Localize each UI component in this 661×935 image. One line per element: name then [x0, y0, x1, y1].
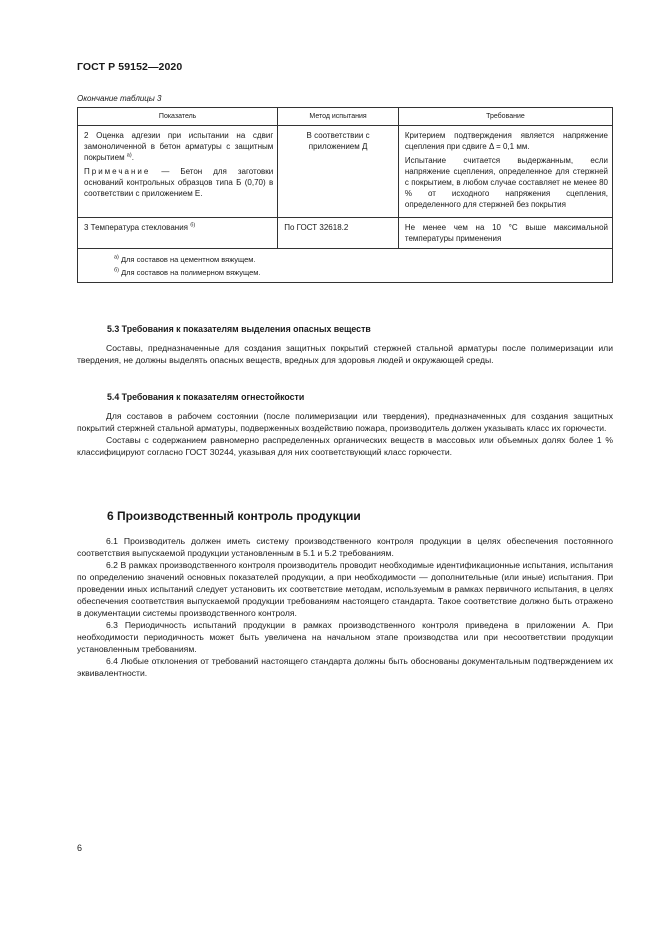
table-header-row	[78, 108, 613, 126]
indicator-text: 3 Температура стеклования	[84, 223, 188, 232]
column-header-requirement: Требование	[398, 108, 612, 126]
requirement-cell: Не менее чем на 10 °С выше максимальной температуры применения	[398, 218, 612, 249]
table-caption: Окончание таблицы 3	[77, 94, 162, 103]
column-header-method: Метод испытания	[278, 108, 399, 126]
footnote-ref: а)	[126, 152, 132, 159]
note-label: Примечание	[84, 167, 151, 176]
table-3	[77, 107, 613, 283]
paragraph-6: 6.1 Производитель должен иметь систему производственного контроля продукции в целях обеспечения постоянного соответствия выпускаемой продукции установленным в 5.1 и 5.2 требованиям. 6.2 В рамках производственного контроля производитель проводит необходимые идентификационные испытания, испытания по определению значений основных показателей продукции, а при необходимости — дополнительные (или иные) испытания. При проведении иных испытаний следует установить их соответствие методам, используемым в рамках первичного испытания, в целях обеспечения соответствия выпускаемой продукции требованиям настоящего стандарта. Такое соответствие должно быть отражено в документации системы производственного контроля. 6.3 Периодичность испытаний продукции в рамках производственного контроля приведена в приложении А. При необходимости периодичность может быть увеличена на начальном этапе производства или при несоответствии продукции установленным требованиям. 6.4 Любые отклонения от требований настоящего стандарта должны быть обоснованы документальным подтверждением их эквивалентности.	[77, 536, 613, 678]
footnote-ref: б)	[190, 222, 196, 229]
footnote: $^{б)}$ Для составов на полимерном вяжущем.	[114, 267, 261, 277]
section-title-5-3: 5.3 Требования к показателям выделения опасных веществ	[107, 324, 371, 334]
requirement-text: Критерием подтверждения является напряжение сцепления при сдвиге Δ = 0,1 мм.	[404, 131, 608, 151]
method-cell: В соответствии с приложением Д	[278, 126, 399, 218]
indicator-cell	[78, 218, 278, 249]
column-header-indicator: Показатель	[78, 108, 278, 126]
document-header: ГОСТ Р 59152—2020	[77, 61, 183, 73]
page-number: 6	[77, 843, 83, 853]
requirement-cell	[398, 126, 612, 218]
indicator-cell	[78, 126, 278, 218]
table-row	[78, 218, 613, 249]
footnote: $^{а)}$ Для составов на цементном вяжущем.	[114, 254, 256, 264]
requirement-text: Испытание считается выдержанным, если напряжение сцепления, определенное для стержней с покрытием, в любом случае составляет не менее 80 % от исходного напряжения сцепления, определенного для стержней без покрытия	[404, 156, 608, 209]
section-title-6: 6 Производственный контроль продукции	[107, 509, 361, 523]
footnotes-row	[78, 249, 613, 283]
paragraph-5-4: Для составов в рабочем состоянии (после полимеризации или твердения), предназначенных для создания защитных покрытий стержней стальной арматуры, подверженных воздействию пожара, производитель должен указывать класс их горючести. Составы с содержанием равномерно распределенных органических веществ в массовых или объемных долях более 1 % классифицируют согласно ГОСТ 30244, указывая для них соответствующий класс горючести.	[77, 411, 613, 457]
indicator-text: 2 Оценка адгезии при испытании на сдвиг замоноличенной в бетон арматуры с защитным покрытием	[84, 131, 274, 162]
footnotes-cell	[78, 249, 613, 283]
indicator-tail: .	[131, 153, 134, 162]
note-text: — Бетон для заготовки оснований контрольных образцов типа Б (0,70) в соответствии с приложением Е.	[84, 167, 274, 198]
section-title-5-4: 5.4 Требования к показателям огнестойкости	[107, 392, 305, 402]
paragraph-5-3: Составы, предназначенные для создания защитных покрытий стержней стальной арматуры после полимеризации или твердения, не должны выделять опасных веществ, вредных для здоровья людей и окружающей среды.	[77, 343, 613, 365]
method-cell: По ГОСТ 32618.2	[278, 218, 399, 249]
table-row	[78, 126, 613, 218]
